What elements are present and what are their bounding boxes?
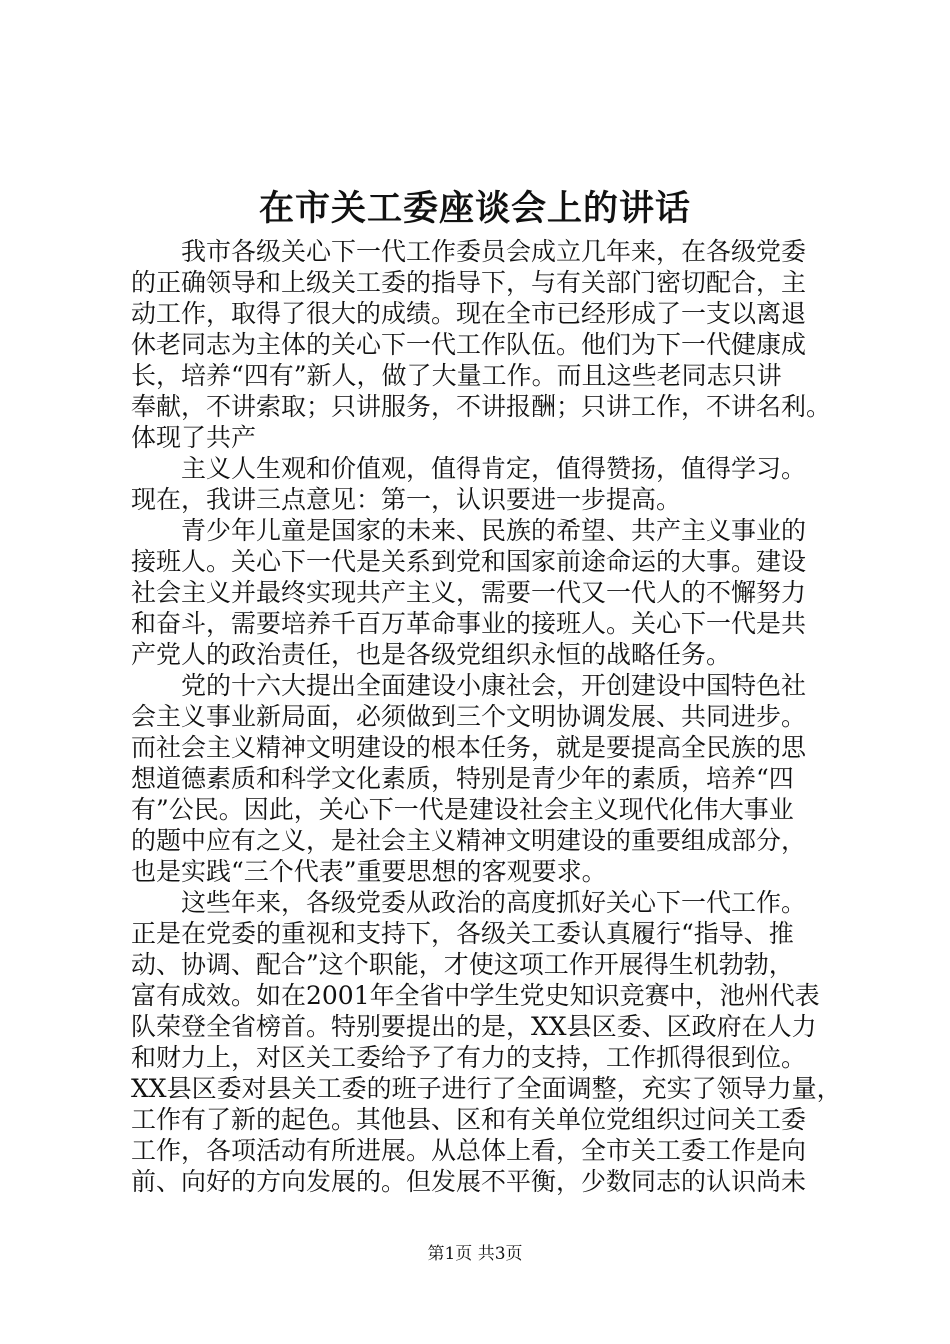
text-line: 的题中应有之义，是社会主义精神文明建设的重要组成部分， bbox=[131, 826, 807, 855]
text-line: 长，培养“四有”新人，做了大量工作。而且这些老同志只讲 bbox=[131, 361, 782, 390]
text-line: 现在，我讲三点意见：第一，认识要进一步提高。 bbox=[131, 485, 682, 514]
text-line: 这些年来，各级党委从政治的高度抓好关心下一代工作。 bbox=[181, 888, 807, 917]
text-line: 体现了共产 bbox=[131, 423, 257, 452]
text-line: 社会主义并最终实现共产主义，需要一代又一代人的不懈努力 bbox=[131, 578, 807, 607]
text-line: 青少年儿童是国家的未来、民族的希望、共产主义事业的 bbox=[181, 516, 807, 545]
text-line: 有”公民。因此，关心下一代是建设社会主义现代化伟大事业 bbox=[131, 795, 794, 824]
text-line: 正是在党委的重视和支持下，各级关工委认真履行“指导、推 bbox=[131, 919, 794, 948]
text-line: 和财力上，对区关工委给予了有力的支持，工作抓得很到位。 bbox=[131, 1043, 807, 1072]
text-line: 接班人。关心下一代是关系到党和国家前途命运的大事。建设 bbox=[131, 547, 807, 576]
text-line: 动、协调、配合”这个职能，才使这项工作开展得生机勃勃， bbox=[131, 950, 794, 979]
text-line: 动工作，取得了很大的成绩。现在全市已经形成了一支以离退 bbox=[131, 299, 807, 328]
text-line: 富有成效。如在2001年全省中学生党史知识竞赛中，池州代表 bbox=[131, 981, 820, 1010]
text-line: 产党人的政治责任，也是各级党组织永恒的战略任务。 bbox=[131, 640, 732, 669]
text-line: 而社会主义精神文明建设的根本任务，就是要提高全民族的思 bbox=[131, 733, 807, 762]
document-body bbox=[131, 236, 846, 1197]
text-line: 工作有了新的起色。其他县、区和有关单位党组织过问关工委 bbox=[131, 1105, 807, 1134]
text-line: 和奋斗，需要培养千百万革命事业的接班人。关心下一代是共 bbox=[131, 609, 807, 638]
page-title: 在市关工委座谈会上的讲话 bbox=[258, 188, 691, 229]
text-line: 想道德素质和科学文化素质，特别是青少年的素质，培养“四 bbox=[131, 764, 794, 793]
text-line: XX县区委对县关工委的班子进行了全面调整，充实了领导力量， bbox=[131, 1074, 842, 1103]
text-line: 休老同志为主体的关心下一代工作队伍。他们为下一代健康成 bbox=[131, 330, 807, 359]
text-line: 会主义事业新局面，必须做到三个文明协调发展、共同进步。 bbox=[131, 702, 807, 731]
text-line: 我市各级关心下一代工作委员会成立几年来，在各级党委 bbox=[181, 237, 807, 266]
text-line: 也是实践“三个代表”重要思想的客观要求。 bbox=[131, 857, 607, 886]
page-footer: 第1页 共3页 bbox=[427, 1244, 523, 1264]
text-line: 奉献，不讲索取；只讲服务，不讲报酬；只讲工作，不讲名利。 bbox=[131, 392, 832, 421]
text-line: 主义人生观和价值观，值得肯定，值得赞扬，值得学习。 bbox=[181, 454, 807, 483]
text-line: 前、向好的方向发展的。但发展不平衡，少数同志的认识尚未 bbox=[131, 1167, 807, 1196]
text-line: 工作，各项活动有所进展。从总体上看，全市关工委工作是向 bbox=[131, 1136, 807, 1165]
text-line: 队荣登全省榜首。特别要提出的是，XX县区委、区政府在人力 bbox=[131, 1012, 817, 1041]
text-line: 的正确领导和上级关工委的指导下，与有关部门密切配合，主 bbox=[131, 268, 807, 297]
text-line: 党的十六大提出全面建设小康社会，开创建设中国特色社 bbox=[181, 671, 807, 700]
